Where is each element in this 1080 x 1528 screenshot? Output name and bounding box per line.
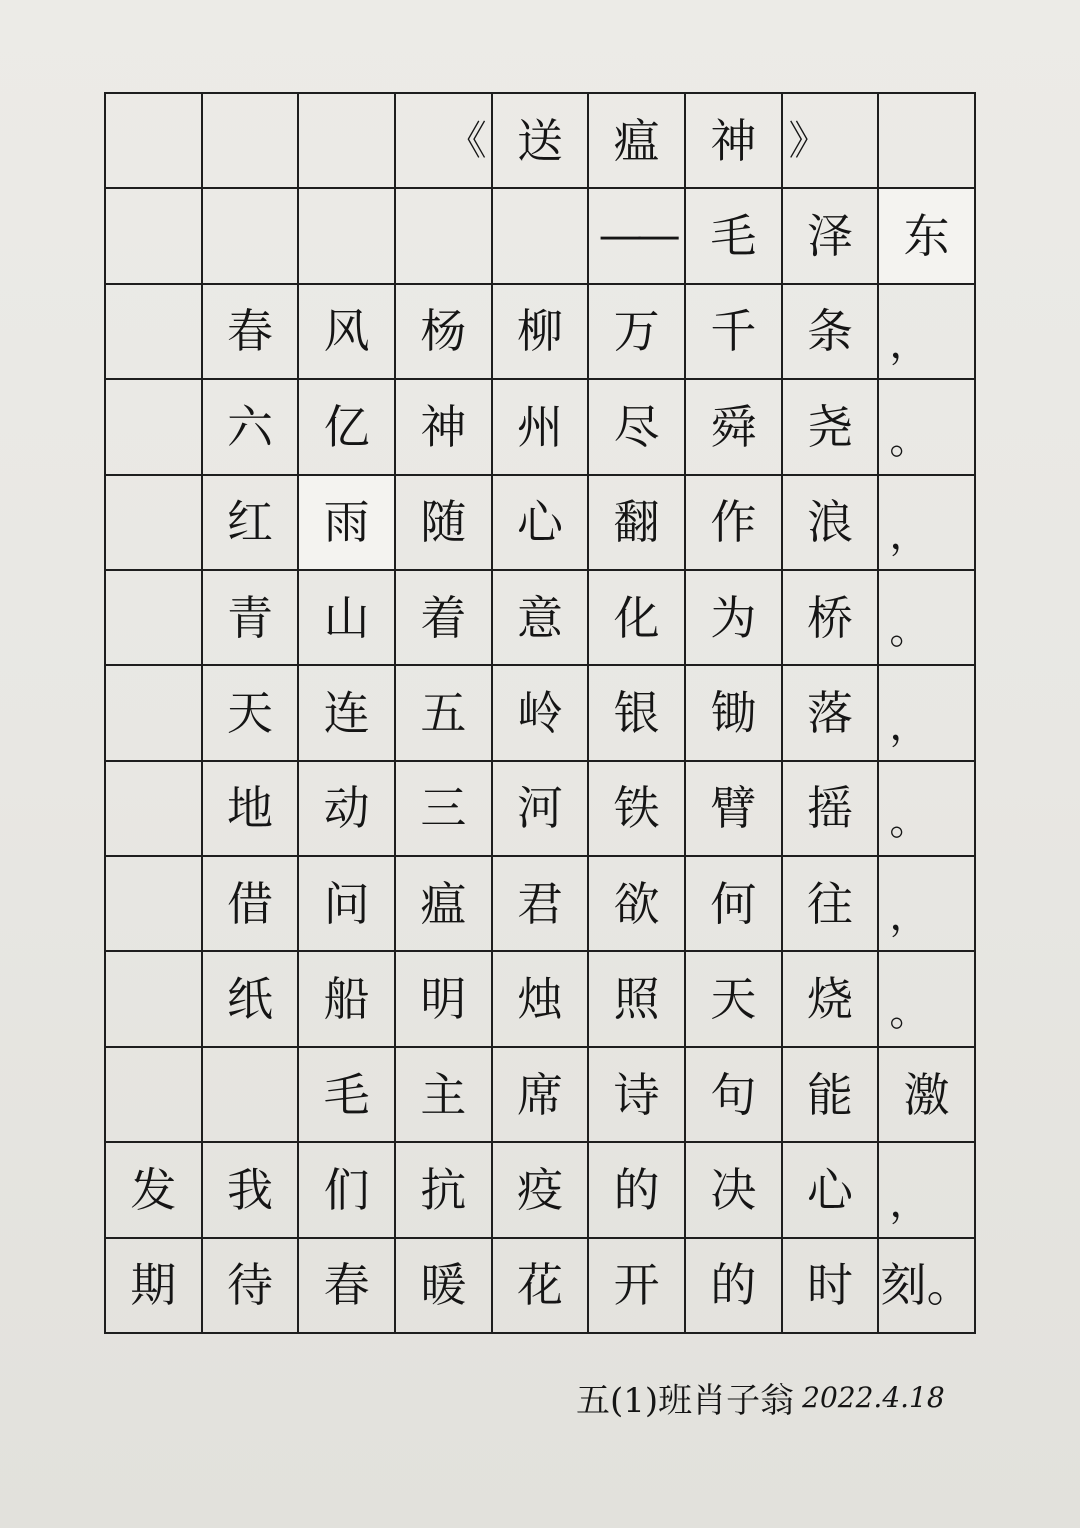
poem-punctuation: 。 [879,571,976,666]
poem-char: 尧 [783,380,880,475]
message-char: 时 [783,1239,880,1334]
poem-char: 落 [783,666,880,761]
poem-char: 亿 [299,380,396,475]
poem-char: 意 [493,571,590,666]
message-char: 花 [493,1239,590,1334]
grid-cell [299,94,396,189]
grid-cell [299,189,396,284]
signature [576,1372,996,1422]
poem-char: 三 [396,762,493,857]
poem-char: 何 [686,857,783,952]
message-char: 的 [589,1143,686,1238]
message-char: 决 [686,1143,783,1238]
author-dash: —— [589,189,686,284]
poem-char: 瘟 [396,857,493,952]
poem-punctuation: ， [879,666,976,761]
poem-char: 船 [299,952,396,1047]
grid-cell [106,952,203,1047]
poem-char: 动 [299,762,396,857]
poem-char: 条 [783,285,880,380]
grid-cell [203,1048,300,1143]
poem-char: 柳 [493,285,590,380]
message-char: 期 [106,1239,203,1334]
grid-cell [106,285,203,380]
grid-cell [106,1048,203,1143]
message-char: 的 [686,1239,783,1334]
title-char: 瘟 [589,94,686,189]
message-char: 暖 [396,1239,493,1334]
poem-char: 六 [203,380,300,475]
poem-char: 为 [686,571,783,666]
message-char: 心 [783,1143,880,1238]
poem-punctuation: 。 [879,380,976,475]
message-char: 发 [106,1143,203,1238]
poem-char: 州 [493,380,590,475]
poem-char: 舜 [686,380,783,475]
title-open-mark: 《 [396,94,493,189]
message-char: 诗 [589,1048,686,1143]
poem-char: 千 [686,285,783,380]
poem-punctuation: 。 [879,952,976,1047]
poem-char: 化 [589,571,686,666]
poem-char: 河 [493,762,590,857]
poem-char: 纸 [203,952,300,1047]
grid-cell [106,476,203,571]
grid-cell [106,762,203,857]
poem-char: 着 [396,571,493,666]
poem-char: 铁 [589,762,686,857]
poem-punctuation: ， [879,476,976,571]
poem-char: 心 [493,476,590,571]
message-char: 我 [203,1143,300,1238]
poem-char: 尽 [589,380,686,475]
writing-grid [104,92,976,1334]
grid-cell [203,189,300,284]
poem-char: 往 [783,857,880,952]
poem-char: 地 [203,762,300,857]
poem-char: 杨 [396,285,493,380]
poem-char: 君 [493,857,590,952]
message-char: 句 [686,1048,783,1143]
poem-char: 浪 [783,476,880,571]
message-char: 开 [589,1239,686,1334]
poem-char: 问 [299,857,396,952]
grid-cell [493,189,590,284]
poem-char: 随 [396,476,493,571]
poem-char: 翻 [589,476,686,571]
grid-cell [879,94,976,189]
poem-punctuation: 。 [879,762,976,857]
grid-cell [396,189,493,284]
message-char: 待 [203,1239,300,1334]
poem-char: 烧 [783,952,880,1047]
grid-cell [106,571,203,666]
poem-char: 神 [396,380,493,475]
poem-char: 作 [686,476,783,571]
message-char: 春 [299,1239,396,1334]
grid-cell [203,94,300,189]
poem-char: 春 [203,285,300,380]
grid-cell [106,380,203,475]
poem-char: 雨 [299,476,396,571]
poem-char: 山 [299,571,396,666]
message-char: 能 [783,1048,880,1143]
signature-name: 五(1)班肖子翁 [576,1380,795,1421]
poem-char: 风 [299,285,396,380]
title-char: 神 [686,94,783,189]
author-char: 东 [879,189,976,284]
poem-char: 锄 [686,666,783,761]
message-char-with-period: 刻。 [879,1239,976,1334]
message-char: 毛 [299,1048,396,1143]
title-char: 送 [493,94,590,189]
poem-char: 摇 [783,762,880,857]
poem-char: 桥 [783,571,880,666]
poem-char: 连 [299,666,396,761]
poem-char: 红 [203,476,300,571]
poem-char: 烛 [493,952,590,1047]
message-char: 疫 [493,1143,590,1238]
poem-punctuation: ， [879,857,976,952]
message-char: 激 [879,1048,976,1143]
poem-char: 青 [203,571,300,666]
message-char: 们 [299,1143,396,1238]
grid-cell [106,94,203,189]
author-char: 毛 [686,189,783,284]
poem-char: 万 [589,285,686,380]
message-punctuation: ， [879,1143,976,1238]
poem-punctuation: ， [879,285,976,380]
message-char: 席 [493,1048,590,1143]
message-char: 主 [396,1048,493,1143]
poem-char: 五 [396,666,493,761]
grid-cell [106,666,203,761]
poem-char: 臂 [686,762,783,857]
title-close-mark: 》 [783,94,880,189]
poem-char: 银 [589,666,686,761]
poem-char: 天 [203,666,300,761]
author-char: 泽 [783,189,880,284]
poem-char: 借 [203,857,300,952]
poem-char: 欲 [589,857,686,952]
signature-date: 2022.4.18 [802,1380,945,1414]
poem-char: 天 [686,952,783,1047]
grid-cell [106,857,203,952]
poem-char: 岭 [493,666,590,761]
grid-cell [106,189,203,284]
message-char: 抗 [396,1143,493,1238]
poem-char: 明 [396,952,493,1047]
poem-char: 照 [589,952,686,1047]
